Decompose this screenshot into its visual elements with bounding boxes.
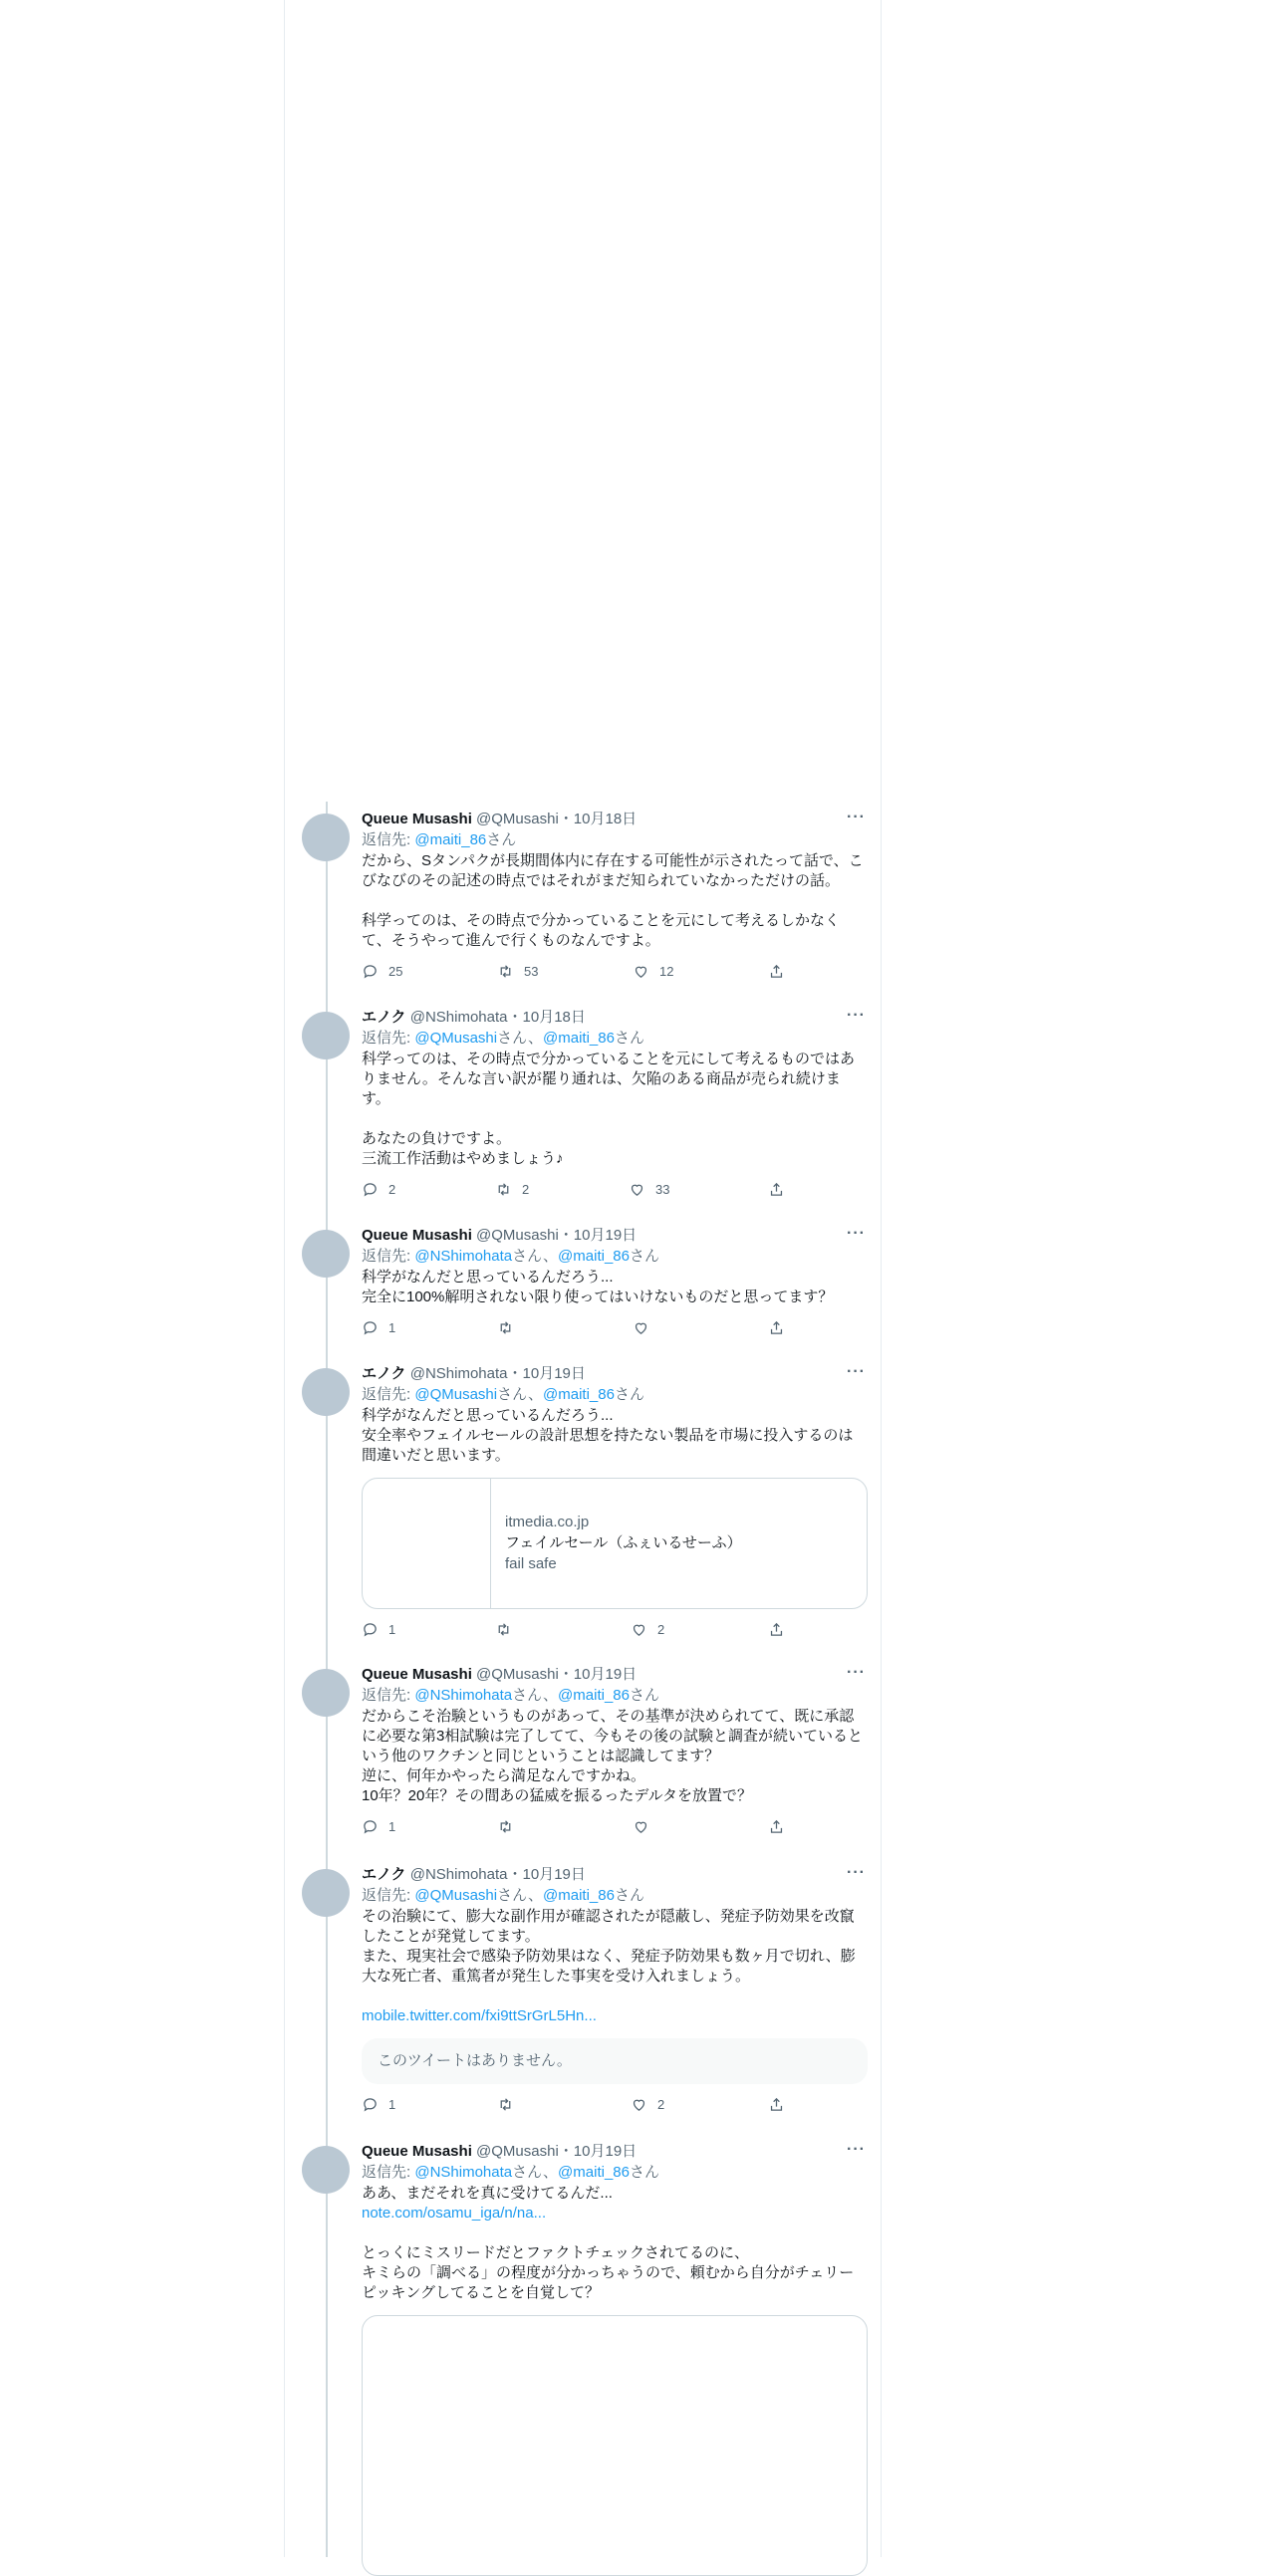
reply-user-link[interactable]: @maiti_86 — [543, 1386, 615, 1403]
retweet-count: 53 — [524, 964, 539, 979]
reply-user-link[interactable]: @maiti_86 — [558, 1248, 630, 1265]
retweet-button[interactable] — [495, 1181, 529, 1198]
reply-suffix: さん — [497, 1030, 528, 1047]
reply-suffix: さん — [614, 1887, 644, 1904]
reply-context — [362, 1686, 868, 1705]
like-button[interactable] — [629, 1181, 669, 1198]
reply-prefix: 返信先: — [362, 1030, 415, 1047]
reply-context — [362, 1247, 868, 1266]
reply-joiner: 、 — [543, 2164, 559, 2181]
retweet-button[interactable] — [497, 1818, 514, 1835]
display-name[interactable]: Queue Musashi — [362, 811, 472, 827]
more-options-icon[interactable]: ··· — [847, 1007, 866, 1024]
share-icon — [768, 1319, 785, 1336]
avatar[interactable] — [302, 1230, 350, 1278]
heart-icon — [633, 1319, 649, 1336]
tweet-header — [362, 2142, 868, 2161]
reply-joiner: 、 — [528, 1030, 544, 1047]
tweet-date[interactable]: 10月19日 — [573, 2143, 638, 2160]
reply-suffix: さん — [614, 1386, 644, 1403]
reply-user-link[interactable]: @maiti_86 — [414, 831, 487, 848]
reply-joiner: 、 — [528, 1887, 544, 1904]
separator: ・ — [558, 811, 574, 827]
tweet-link[interactable]: mobile.twitter.com/fxi9ttSrGrL5Hn... — [362, 2007, 597, 2024]
reply-user-link[interactable]: @maiti_86 — [543, 1030, 615, 1047]
user-handle[interactable]: @QMusashi — [476, 2143, 559, 2160]
tweet-actions — [362, 963, 868, 987]
reply-user-link[interactable]: @NShimohata — [414, 1248, 513, 1265]
tweet-header — [362, 1226, 868, 1245]
tweet-text: 科学がなんだと思っているんだろう... 安全率やフェイルセールの設計思想を持たない製品を市場に投入するのは間違いだと思います。 — [362, 1407, 854, 1464]
reply-suffix: さん — [614, 1030, 644, 1047]
reply-user-link[interactable]: @maiti_86 — [543, 1887, 615, 1904]
share-button[interactable] — [768, 963, 785, 980]
reply-suffix: さん — [629, 1687, 659, 1704]
quoted-tweet-unavailable: このツイートはありません。 — [362, 2038, 868, 2084]
avatar[interactable] — [302, 2146, 350, 2194]
reply-count: 25 — [388, 964, 403, 979]
more-options-icon[interactable]: ··· — [847, 1225, 866, 1242]
reply-suffix: さん — [629, 1248, 659, 1265]
tweet-text: 科学がなんだと思っているんだろう... 完全に100%解明されない限り使ってはいけないものだと思ってます？ — [362, 1269, 834, 1305]
reply-joiner: 、 — [528, 1386, 544, 1403]
retweet-button[interactable] — [497, 1319, 514, 1336]
media-card[interactable] — [362, 2315, 868, 2576]
reply-joiner: 、 — [543, 1687, 559, 1704]
like-button[interactable] — [633, 1818, 649, 1835]
more-options-icon[interactable]: ··· — [847, 1363, 866, 1380]
avatar[interactable] — [302, 1869, 350, 1917]
share-button[interactable] — [768, 2096, 785, 2113]
reply-suffix: さん — [497, 1887, 528, 1904]
reply-count: 1 — [388, 2097, 396, 2112]
reply-user-link[interactable]: @NShimohata — [414, 1687, 513, 1704]
tweet-header — [362, 1364, 868, 1383]
tweet-date[interactable]: 10月18日 — [573, 811, 638, 827]
separator: ・ — [507, 1365, 523, 1382]
reply-user-link[interactable]: @QMusashi — [414, 1887, 498, 1904]
tweet-actions — [362, 1181, 868, 1205]
reply-prefix: 返信先: — [362, 1887, 415, 1904]
share-icon — [768, 963, 785, 980]
reply-button[interactable] — [362, 1818, 395, 1835]
user-handle[interactable]: @QMusashi — [476, 1666, 559, 1683]
reply-suffix: さん — [629, 2164, 659, 2181]
reply-icon — [362, 1621, 379, 1638]
tweet-date[interactable]: 10月18日 — [522, 1009, 586, 1026]
user-handle[interactable]: @QMusashi — [476, 811, 559, 827]
tweet-link[interactable]: note.com/osamu_iga/n/na... — [362, 2205, 547, 2222]
display-name[interactable]: Queue Musashi — [362, 2143, 472, 2160]
reply-count: 1 — [388, 1819, 396, 1834]
separator: ・ — [507, 1009, 523, 1026]
separator: ・ — [558, 1666, 574, 1683]
user-handle[interactable]: @NShimohata — [409, 1866, 508, 1883]
reply-user-link[interactable]: @NShimohata — [414, 2164, 513, 2181]
heart-icon — [633, 1818, 649, 1835]
tweet-date[interactable]: 10月19日 — [573, 1666, 638, 1683]
retweet-icon — [495, 1181, 512, 1198]
tweet-actions — [362, 1319, 868, 1343]
tweet-header — [362, 810, 868, 828]
reply-context — [362, 1385, 868, 1404]
reply-icon — [362, 1319, 379, 1336]
reply-context — [362, 1886, 868, 1905]
reply-prefix: 返信先: — [362, 1248, 415, 1265]
reply-suffix: さん — [512, 1687, 544, 1704]
like-count: 2 — [657, 2097, 665, 2112]
heart-icon — [629, 1181, 645, 1198]
reply-context — [362, 2163, 868, 2182]
avatar[interactable] — [302, 1012, 350, 1059]
display-name[interactable]: Queue Musashi — [362, 1666, 472, 1683]
card-description: fail safe — [505, 1555, 557, 1572]
more-options-icon[interactable]: ··· — [847, 1664, 866, 1681]
tweet-date[interactable]: 10月19日 — [573, 1227, 638, 1244]
tweet-actions — [362, 2096, 868, 2120]
display-name[interactable]: エノク — [362, 1009, 406, 1026]
heart-icon — [631, 2096, 647, 2113]
reply-button[interactable] — [362, 963, 402, 980]
tweet-actions — [362, 1818, 868, 1842]
heart-icon — [633, 963, 649, 980]
reply-icon — [362, 2096, 379, 2113]
separator: ・ — [507, 1866, 523, 1883]
tweet-actions — [362, 1621, 868, 1645]
user-handle[interactable]: @NShimohata — [409, 1365, 508, 1382]
retweet-icon — [497, 963, 514, 980]
reply-icon — [362, 1818, 379, 1835]
reply-count: 1 — [388, 1320, 396, 1335]
reply-suffix: さん — [512, 2164, 544, 2181]
avatar[interactable] — [302, 814, 350, 861]
display-name[interactable]: エノク — [362, 1866, 406, 1883]
reply-user-link[interactable]: @maiti_86 — [558, 2164, 630, 2181]
card-thumbnail — [363, 1479, 491, 1608]
share-button[interactable] — [768, 1818, 785, 1835]
like-button[interactable] — [631, 1621, 664, 1638]
reply-count: 1 — [388, 1622, 396, 1637]
share-icon — [768, 1621, 785, 1638]
avatar[interactable] — [302, 1368, 350, 1416]
reply-prefix: 返信先: — [362, 1386, 415, 1403]
retweet-button[interactable] — [497, 2096, 514, 2113]
reply-prefix: 返信先: — [362, 831, 415, 848]
like-count: 33 — [655, 1182, 670, 1197]
reply-user-link[interactable]: @QMusashi — [414, 1030, 498, 1047]
tweet-text: 科学ってのは、その時点で分かっていることを元にして考えるものではありません。そんな言い訳が罷り通れは、欠陥のある商品が売られ続けます。 あなたの負けですよ。 三流工作活動はやめましょう♪ — [362, 1051, 856, 1167]
tweet-header — [362, 1008, 868, 1027]
reply-prefix: 返信先: — [362, 2164, 415, 2181]
user-handle[interactable]: @NShimohata — [409, 1009, 508, 1026]
tweet-text-intro: ああ、まだそれを真に受けてるんだ... — [362, 2185, 613, 2202]
like-count: 12 — [659, 964, 674, 979]
retweet-button[interactable] — [497, 963, 538, 980]
card-title: フェイルセール（ふぇいるせーふ） — [505, 1534, 742, 1551]
share-button[interactable] — [768, 1181, 785, 1198]
reply-suffix: さん — [512, 1248, 544, 1265]
reply-suffix: さん — [497, 1386, 528, 1403]
reply-context — [362, 1029, 868, 1048]
separator: ・ — [558, 1227, 574, 1244]
share-button[interactable] — [768, 1621, 785, 1638]
tweet-text: だから、Sタンパクが長期間体内に存在する可能性が示されたって話で、こびなびのその記述の時点ではそれがまだ知られていなかっただけの話。 科学ってのは、その時点で分かっていることを元にして考えるしかなくて、そうやって進んで行くものなんですよ。 — [362, 852, 864, 949]
like-button[interactable] — [633, 963, 673, 980]
tweet-date[interactable]: 10月19日 — [522, 1866, 586, 1883]
tweet-date[interactable]: 10月19日 — [522, 1365, 586, 1382]
more-options-icon[interactable]: ··· — [847, 1864, 866, 1881]
avatar[interactable] — [302, 1669, 350, 1717]
reply-user-link[interactable]: @QMusashi — [414, 1386, 498, 1403]
reply-prefix: 返信先: — [362, 1687, 415, 1704]
separator: ・ — [558, 2143, 574, 2160]
retweet-count: 2 — [522, 1182, 530, 1197]
reply-button[interactable] — [362, 1319, 395, 1336]
reply-icon — [362, 1181, 379, 1198]
retweet-icon — [497, 1818, 514, 1835]
tweet-text: とっくにミスリードだとファクトチェックされてるのに、 キミらの「調べる」の程度が分かっちゃうので、頼むから自分がチェリーピッキングしてることを自覚して？ — [362, 2244, 855, 2301]
reply-button[interactable] — [362, 1181, 395, 1198]
reply-user-link[interactable]: @maiti_86 — [558, 1687, 630, 1704]
retweet-icon — [497, 1319, 514, 1336]
more-options-icon[interactable]: ··· — [847, 2141, 866, 2158]
reply-context — [362, 830, 868, 849]
tweet-text: だからこそ治験というものがあって、その基準が決められてて、既に承認に必要な第3相試験は完了してて、今もその後の試験と調査が続いているという他のワクチンと同じということは認識してます？ 逆に、何年かやったら満足なんですかね。 10年？20年？その間あの猛威を振るったデルタを放置で？ — [362, 1708, 864, 1804]
reply-button[interactable] — [362, 1621, 395, 1638]
timeline-column — [284, 0, 882, 2557]
reply-icon — [362, 963, 379, 980]
reply-suffix: さん — [486, 831, 517, 848]
tweet-header — [362, 1665, 868, 1684]
card-domain: itmedia.co.jp — [505, 1514, 590, 1530]
display-name[interactable]: エノク — [362, 1365, 406, 1382]
tweet-text: その治験にて、膨大な副作用が確認されたが隠蔽し、発症予防効果を改竄したことが発覚してます。 また、現実社会で感染予防効果はなく、発症予防効果も数ヶ月で切れ、膨大な死亡者、重篤者が発生した事実を受け入れましょう。 — [362, 1908, 856, 1985]
user-handle[interactable]: @QMusashi — [476, 1227, 559, 1244]
retweet-icon — [497, 2096, 514, 2113]
share-icon — [768, 1181, 785, 1198]
like-button[interactable] — [633, 1319, 649, 1336]
retweet-button[interactable] — [495, 1621, 512, 1638]
like-button[interactable] — [631, 2096, 664, 2113]
display-name[interactable]: Queue Musashi — [362, 1227, 472, 1244]
heart-icon — [631, 1621, 647, 1638]
link-card[interactable] — [362, 1478, 868, 1609]
more-options-icon[interactable]: ··· — [847, 809, 866, 825]
tweet-header — [362, 1865, 868, 1884]
reply-count: 2 — [388, 1182, 396, 1197]
share-icon — [768, 1818, 785, 1835]
reply-joiner: 、 — [543, 1248, 559, 1265]
retweet-icon — [495, 1621, 512, 1638]
reply-button[interactable] — [362, 2096, 395, 2113]
share-button[interactable] — [768, 1319, 785, 1336]
like-count: 2 — [657, 1622, 665, 1637]
share-icon — [768, 2096, 785, 2113]
